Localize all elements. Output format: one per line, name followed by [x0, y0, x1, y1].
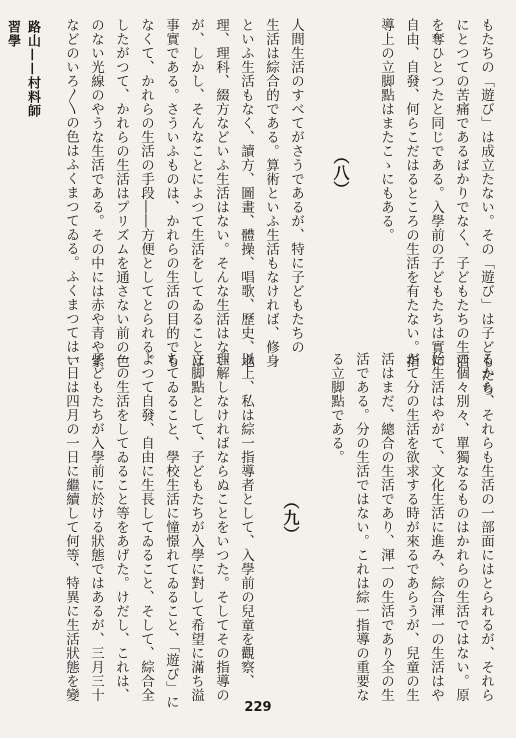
- page-number: 229: [244, 700, 272, 715]
- text-column: 以上、私は綜一指導者として、入學前の兒童を觀察、: [238, 352, 254, 688]
- text-column: る立脚點である。: [328, 352, 344, 464]
- text-column: のない光線のやうな生活である。その中には赤や青や紫: [88, 18, 104, 368]
- text-column: るから、それらも生活の一部面にはとられるが、それら: [478, 352, 494, 702]
- text-column: 理解しなければならぬことをいつた。そしてその指導の: [213, 352, 229, 702]
- text-column: 活である。分の生活ではない。これは綜一指導の重要な: [353, 352, 369, 702]
- text-column: などのいろ〳〵の色はふくまつてゐる。ふくまつてはい: [63, 18, 79, 368]
- text-column: 自由、自發、何らこだはるところの生活を有たない。指: [403, 18, 419, 368]
- text-column: 子どもたちが入學前に於ける狀態ではあるが、三月三十: [88, 352, 104, 702]
- upper-text-block: [63, 18, 498, 396]
- text-column: 始生活はやがて、文化生活に進み、綜合渾一の生活はや: [428, 352, 444, 702]
- text-column: 導上の立脚點はまたこゝにもある。: [378, 18, 394, 242]
- text-column: よつて自發、自由に生長してゐること、そして、綜合全: [138, 352, 154, 702]
- section-heading: （八）: [331, 148, 350, 198]
- running-header: 路山——村料師習學: [5, 20, 40, 118]
- text-column: の個々別々、單獨なるものはかれらの生活ではない。原: [453, 352, 469, 702]
- text-column: なくて、かれらの生活の手段――方便としてとられる。: [138, 18, 154, 368]
- text-column: にとつての苦痛であるばかりでなく、子どもたちの生活: [453, 18, 469, 368]
- section-heading: （九）: [281, 493, 300, 543]
- text-column: 活はまだ、總合の生活であり、渾一の生活であり全の生: [378, 352, 394, 702]
- text-column: 理、理科、綴方などいふ生活はない。そんな生活はない: [213, 18, 229, 368]
- text-column: もたちの「遊び」は成立たない。その「遊び」は子どもたち: [478, 18, 494, 396]
- text-column: がて分の生活を欲求する時が來るであらうが、兒童の生: [403, 352, 419, 702]
- text-column: 一の生活をしてゐること等をあげた。けだし、これは、: [113, 352, 129, 702]
- text-column: といふ生活もなく、讀方、圖畫、體操、唱歌、歷史、地: [238, 18, 254, 368]
- text-column: 一日は四月の一日に繼續して何等、特異に生活狀態を變: [63, 352, 79, 702]
- text-column: が、しかし、そんなことによつて生活をしてゐることは: [188, 18, 204, 368]
- text-column: したがつて、かれらの生活はプリズムを通さない前の色: [113, 18, 129, 368]
- text-column: 事實である。さういふものは、かれらの生活の目的でも: [163, 18, 179, 368]
- text-column: 人間生活のすべてがさうであるが、特に子どもたちの: [288, 18, 304, 354]
- text-column: 生活は綜合的である。算術といふ生活もなければ、修身: [263, 18, 279, 368]
- text-column: ちてゐること、學校生活に憧憬れてゐること、「遊び」に: [163, 352, 179, 710]
- text-column: 立脚點として、子どもたちが入學に對して希望に滿ち溢: [188, 352, 204, 702]
- text-column: を奪ひとつたと同じである。入學前の子どもたちは實に: [428, 18, 444, 368]
